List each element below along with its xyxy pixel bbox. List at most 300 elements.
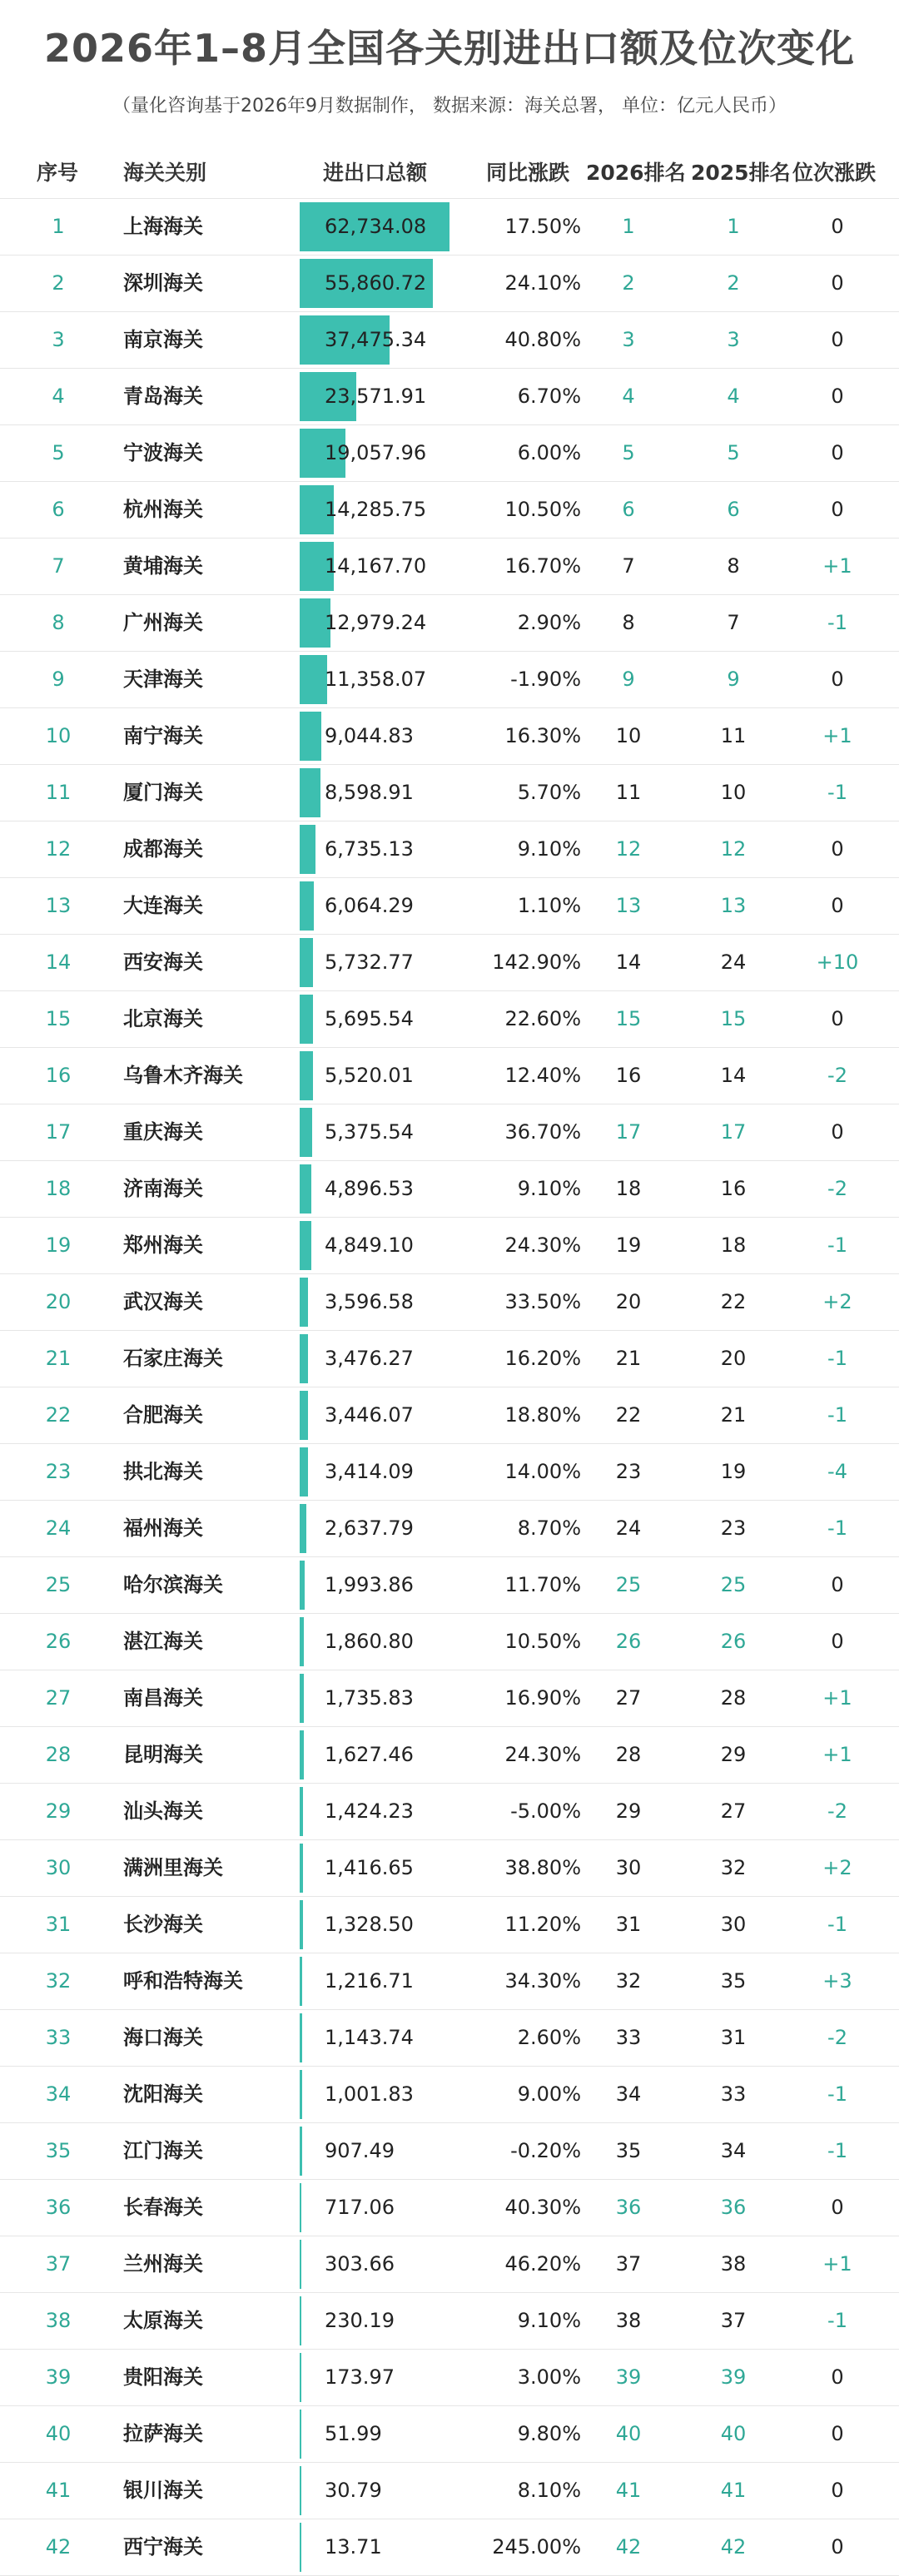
rank-2026: 3 <box>622 328 635 351</box>
row-index: 30 <box>45 1856 72 1879</box>
value-bar <box>300 768 320 817</box>
table-row <box>0 821 899 878</box>
customs-name: 青岛海关 <box>123 385 203 408</box>
trade-value: 1,001.83 <box>325 2082 414 2106</box>
customs-name: 黄埔海关 <box>123 554 203 578</box>
value-bar <box>300 2240 301 2289</box>
rank-change: +3 <box>822 1969 852 1993</box>
yoy-change: 24.10% <box>504 271 581 295</box>
trade-value: 4,896.53 <box>325 1177 414 1200</box>
table-row <box>0 2350 899 2406</box>
table-row <box>0 2406 899 2463</box>
rank-2025: 29 <box>720 1743 747 1766</box>
value-bar <box>300 2523 301 2572</box>
rank-2025: 22 <box>720 1290 747 1313</box>
table-row <box>0 1274 899 1331</box>
rank-change: 0 <box>831 1573 844 1596</box>
rank-2026: 19 <box>615 1233 642 1257</box>
row-index: 19 <box>45 1233 72 1257</box>
trade-value: 2,637.79 <box>325 1516 414 1540</box>
rank-2025: 35 <box>720 1969 747 1993</box>
row-index: 39 <box>45 2365 72 2389</box>
table-row <box>0 2519 899 2576</box>
value-bar <box>300 1674 304 1723</box>
rank-change: +2 <box>822 1856 852 1879</box>
row-index: 40 <box>45 2422 72 2445</box>
rank-2025: 1 <box>727 215 740 238</box>
row-index: 20 <box>45 1290 72 1313</box>
trade-value: 717.06 <box>325 2196 395 2219</box>
table-row <box>0 198 899 256</box>
row-index: 12 <box>45 837 72 861</box>
trade-value: 6,735.13 <box>325 837 414 861</box>
trade-value: 13.71 <box>325 2535 382 2559</box>
value-bar <box>300 1787 303 1836</box>
header-name: 海关关别 <box>123 161 207 185</box>
rank-change: -2 <box>827 1064 847 1087</box>
rank-change: -1 <box>827 611 847 634</box>
table-row <box>0 1161 899 1218</box>
customs-name: 合肥海关 <box>123 1403 203 1427</box>
row-index: 21 <box>45 1347 72 1370</box>
value-bar <box>300 2183 301 2232</box>
yoy-change: 16.20% <box>504 1347 581 1370</box>
rank-2026: 24 <box>615 1516 642 1540</box>
yoy-change: 245.00% <box>492 2535 581 2559</box>
customs-name: 长沙海关 <box>123 1913 203 1936</box>
rank-2025: 36 <box>720 2196 747 2219</box>
row-index: 3 <box>52 328 65 351</box>
table-row <box>0 765 899 821</box>
rank-2025: 38 <box>720 2252 747 2276</box>
value-bar <box>300 1108 312 1157</box>
trade-value: 8,598.91 <box>325 781 414 804</box>
table-row <box>0 878 899 935</box>
customs-table <box>0 198 899 2576</box>
customs-name: 南昌海关 <box>123 1686 203 1710</box>
header-rank2025: 2025排名 <box>691 161 791 185</box>
yoy-change: 38.80% <box>504 1856 581 1879</box>
page-subtitle: （量化咨询基于2026年9月数据制作， 数据来源：海关总署， 单位：亿元人民币） <box>112 96 787 117</box>
rank-2026: 36 <box>615 2196 642 2219</box>
customs-name: 宁波海关 <box>123 441 203 464</box>
rank-2025: 8 <box>727 554 740 578</box>
table-row <box>0 1727 899 1784</box>
customs-name: 哈尔滨海关 <box>123 1573 223 1596</box>
rank-change: 0 <box>831 2196 844 2219</box>
yoy-change: 8.10% <box>517 2479 581 2502</box>
header-rank2026: 2026排名 <box>586 161 686 185</box>
trade-value: 1,143.74 <box>325 2026 414 2049</box>
trade-value: 3,476.27 <box>325 1347 414 1370</box>
rank-change: +2 <box>822 1290 852 1313</box>
row-index: 13 <box>45 894 72 917</box>
rank-change: -1 <box>827 1403 847 1427</box>
yoy-change: 18.80% <box>504 1403 581 1427</box>
table-row <box>0 595 899 652</box>
rank-change: +10 <box>816 950 859 974</box>
trade-value: 14,167.70 <box>325 554 427 578</box>
trade-value: 5,375.54 <box>325 1120 414 1144</box>
rank-2026: 25 <box>615 1573 642 1596</box>
trade-value: 1,328.50 <box>325 1913 414 1936</box>
customs-name: 上海海关 <box>123 215 203 238</box>
rank-2025: 2 <box>727 271 740 295</box>
rank-change: 0 <box>831 328 844 351</box>
rank-2025: 39 <box>720 2365 747 2389</box>
rank-change: -2 <box>827 1177 847 1200</box>
rank-2025: 34 <box>720 2139 747 2162</box>
yoy-change: 8.70% <box>517 1516 581 1540</box>
trade-value: 1,735.83 <box>325 1686 414 1710</box>
rank-2026: 4 <box>622 385 635 408</box>
customs-name: 呼和浩特海关 <box>123 1969 243 1993</box>
rank-2025: 5 <box>727 441 740 464</box>
table-row <box>0 1501 899 1557</box>
rank-change: -1 <box>827 1516 847 1540</box>
rank-change: -1 <box>827 1913 847 1936</box>
value-bar <box>300 1051 313 1100</box>
rank-2026: 26 <box>615 1630 642 1653</box>
rank-2025: 14 <box>720 1064 747 1087</box>
row-index: 5 <box>52 441 65 464</box>
rank-2025: 10 <box>720 781 747 804</box>
customs-name: 银川海关 <box>123 2479 203 2502</box>
value-bar <box>300 1504 306 1553</box>
header-value: 进出口总额 <box>323 161 428 185</box>
customs-name: 贵阳海关 <box>123 2365 203 2389</box>
rank-2025: 13 <box>720 894 747 917</box>
rank-2026: 18 <box>615 1177 642 1200</box>
trade-value: 30.79 <box>325 2479 382 2502</box>
page-title: 2026年1–8月全国各关别进出口额及位次变化 <box>43 26 856 71</box>
customs-name: 天津海关 <box>123 668 203 691</box>
rank-2026: 30 <box>615 1856 642 1879</box>
rank-change: -1 <box>827 2309 847 2332</box>
rank-2026: 20 <box>615 1290 642 1313</box>
value-bar <box>300 825 315 874</box>
rank-change: -4 <box>827 1460 847 1483</box>
yoy-change: 10.50% <box>504 1630 581 1653</box>
value-bar <box>300 1617 304 1666</box>
yoy-change: 24.30% <box>504 1233 581 1257</box>
rank-2025: 15 <box>720 1007 747 1030</box>
customs-name: 乌鲁木齐海关 <box>123 1064 243 1087</box>
value-bar <box>300 1334 308 1383</box>
row-index: 24 <box>45 1516 72 1540</box>
value-bar <box>300 2353 301 2402</box>
customs-name: 沈阳海关 <box>123 2082 203 2106</box>
table-row <box>0 1218 899 1274</box>
row-index: 33 <box>45 2026 72 2049</box>
trade-value: 173.97 <box>325 2365 395 2389</box>
row-index: 25 <box>45 1573 72 1596</box>
yoy-change: 9.10% <box>517 837 581 861</box>
customs-name: 拱北海关 <box>123 1460 203 1483</box>
rank-2026: 35 <box>615 2139 642 2162</box>
rank-2025: 9 <box>727 668 740 691</box>
value-bar <box>300 1278 308 1327</box>
value-bar <box>300 2466 301 2515</box>
table-row <box>0 312 899 369</box>
table-row <box>0 935 899 991</box>
trade-value: 3,596.58 <box>325 1290 414 1313</box>
trade-value: 51.99 <box>325 2422 382 2445</box>
customs-name: 南宁海关 <box>123 724 203 747</box>
row-index: 2 <box>52 271 65 295</box>
yoy-change: 2.60% <box>517 2026 581 2049</box>
rank-2025: 11 <box>720 724 747 747</box>
rank-2026: 32 <box>615 1969 642 1993</box>
customs-name: 汕头海关 <box>123 1799 203 1823</box>
trade-value: 9,044.83 <box>325 724 414 747</box>
customs-name: 兰州海关 <box>123 2252 203 2276</box>
rank-2025: 37 <box>720 2309 747 2332</box>
table-row <box>0 2010 899 2067</box>
rank-2026: 6 <box>622 498 635 521</box>
trade-value: 907.49 <box>325 2139 395 2162</box>
rank-change: 0 <box>831 2535 844 2559</box>
trade-value: 1,416.65 <box>325 1856 414 1879</box>
rank-2026: 12 <box>615 837 642 861</box>
table-row <box>0 2463 899 2519</box>
yoy-change: -5.00% <box>510 1799 581 1823</box>
rank-2025: 26 <box>720 1630 747 1653</box>
yoy-change: 16.90% <box>504 1686 581 1710</box>
rank-2025: 32 <box>720 1856 747 1879</box>
customs-name: 长春海关 <box>123 2196 203 2219</box>
value-bar <box>300 1844 303 1893</box>
rank-change: +1 <box>822 554 852 578</box>
table-row <box>0 1387 899 1444</box>
rank-2025: 27 <box>720 1799 747 1823</box>
table-row <box>0 1840 899 1897</box>
rank-2026: 41 <box>615 2479 642 2502</box>
customs-name: 重庆海关 <box>123 1120 203 1144</box>
row-index: 42 <box>45 2535 72 2559</box>
table-row <box>0 1897 899 1953</box>
row-index: 29 <box>45 1799 72 1823</box>
yoy-change: 9.80% <box>517 2422 581 2445</box>
table-row <box>0 1614 899 1670</box>
row-index: 17 <box>45 1120 72 1144</box>
trade-value: 1,424.23 <box>325 1799 414 1823</box>
rank-change: +1 <box>822 724 852 747</box>
customs-name: 郑州海关 <box>123 1233 203 1257</box>
rank-2026: 5 <box>622 441 635 464</box>
customs-name: 湛江海关 <box>123 1630 203 1653</box>
rank-2026: 33 <box>615 2026 642 2049</box>
row-index: 31 <box>45 1913 72 1936</box>
value-bar <box>300 1164 311 1214</box>
value-bar <box>300 1900 303 1949</box>
rank-2025: 4 <box>727 385 740 408</box>
table-row <box>0 652 899 708</box>
table-row <box>0 539 899 595</box>
table-row <box>0 1670 899 1727</box>
table-row <box>0 1784 899 1840</box>
yoy-change: 12.40% <box>504 1064 581 1087</box>
rank-2026: 31 <box>615 1913 642 1936</box>
rank-2025: 16 <box>720 1177 747 1200</box>
rank-2026: 10 <box>615 724 642 747</box>
value-bar <box>300 712 321 761</box>
yoy-change: 22.60% <box>504 1007 581 1030</box>
customs-name: 西宁海关 <box>123 2535 203 2559</box>
table-row <box>0 1444 899 1501</box>
rank-2025: 21 <box>720 1403 747 1427</box>
customs-name: 厦门海关 <box>123 781 203 804</box>
table-row <box>0 1331 899 1387</box>
rank-2026: 17 <box>615 1120 642 1144</box>
row-index: 38 <box>45 2309 72 2332</box>
row-index: 10 <box>45 724 72 747</box>
rank-2026: 42 <box>615 2535 642 2559</box>
rank-2026: 37 <box>615 2252 642 2276</box>
yoy-change: 11.20% <box>504 1913 581 1936</box>
table-row <box>0 2236 899 2293</box>
table-row <box>0 425 899 482</box>
yoy-change: 46.20% <box>504 2252 581 2276</box>
rank-2025: 18 <box>720 1233 747 1257</box>
trade-value: 5,732.77 <box>325 950 414 974</box>
customs-name: 杭州海关 <box>123 498 203 521</box>
rank-change: +1 <box>822 1743 852 1766</box>
yoy-change: 10.50% <box>504 498 581 521</box>
rank-change: 0 <box>831 441 844 464</box>
value-bar <box>300 881 314 931</box>
customs-name: 北京海关 <box>123 1007 203 1030</box>
rank-change: 0 <box>831 271 844 295</box>
rank-2026: 9 <box>622 668 635 691</box>
value-bar <box>300 2410 301 2459</box>
rank-2025: 30 <box>720 1913 747 1936</box>
table-row <box>0 1557 899 1614</box>
customs-name: 昆明海关 <box>123 1743 203 1766</box>
table-row <box>0 256 899 312</box>
rank-2026: 11 <box>615 781 642 804</box>
row-index: 18 <box>45 1177 72 1200</box>
trade-value: 6,064.29 <box>325 894 414 917</box>
rank-2025: 41 <box>720 2479 747 2502</box>
trade-value: 5,520.01 <box>325 1064 414 1087</box>
rank-change: -1 <box>827 2082 847 2106</box>
trade-value: 1,216.71 <box>325 1969 414 1993</box>
yoy-change: 34.30% <box>504 1969 581 1993</box>
rank-2026: 39 <box>615 2365 642 2389</box>
rank-change: -1 <box>827 1347 847 1370</box>
rank-2025: 24 <box>720 950 747 974</box>
trade-value: 12,979.24 <box>325 611 427 634</box>
rank-2026: 38 <box>615 2309 642 2332</box>
yoy-change: 5.70% <box>517 781 581 804</box>
row-index: 4 <box>52 385 65 408</box>
row-index: 34 <box>45 2082 72 2106</box>
value-bar <box>300 1957 302 2006</box>
row-index: 8 <box>52 611 65 634</box>
header-yoy: 同比涨跌 <box>486 161 570 185</box>
customs-name: 济南海关 <box>123 1177 203 1200</box>
rank-2026: 7 <box>622 554 635 578</box>
rank-change: -1 <box>827 2139 847 2162</box>
rank-2026: 23 <box>615 1460 642 1483</box>
row-index: 28 <box>45 1743 72 1766</box>
customs-name: 西安海关 <box>123 950 203 974</box>
row-index: 16 <box>45 1064 72 1087</box>
table-row <box>0 991 899 1048</box>
yoy-change: 40.80% <box>504 328 581 351</box>
value-bar <box>300 1730 304 1779</box>
rank-2025: 3 <box>727 328 740 351</box>
rank-2025: 20 <box>720 1347 747 1370</box>
table-row <box>0 708 899 765</box>
row-index: 32 <box>45 1969 72 1993</box>
trade-value: 1,993.86 <box>325 1573 414 1596</box>
table-row <box>0 1953 899 2010</box>
trade-value: 5,695.54 <box>325 1007 414 1030</box>
trade-value: 1,860.80 <box>325 1630 414 1653</box>
row-index: 36 <box>45 2196 72 2219</box>
rank-2026: 1 <box>622 215 635 238</box>
table-row <box>0 2067 899 2123</box>
rank-change: -1 <box>827 781 847 804</box>
rank-change: -2 <box>827 1799 847 1823</box>
yoy-change: 16.30% <box>504 724 581 747</box>
trade-value: 55,860.72 <box>325 271 427 295</box>
row-index: 22 <box>45 1403 72 1427</box>
row-index: 41 <box>45 2479 72 2502</box>
rank-change: 0 <box>831 2365 844 2389</box>
table-row <box>0 2123 899 2180</box>
rank-2026: 34 <box>615 2082 642 2106</box>
row-index: 7 <box>52 554 65 578</box>
trade-value: 19,057.96 <box>325 441 427 464</box>
row-index: 27 <box>45 1686 72 1710</box>
rank-2025: 17 <box>720 1120 747 1144</box>
rank-2025: 40 <box>720 2422 747 2445</box>
trade-value: 62,734.08 <box>325 215 427 238</box>
yoy-change: 17.50% <box>504 215 581 238</box>
trade-value: 37,475.34 <box>325 328 427 351</box>
row-index: 37 <box>45 2252 72 2276</box>
yoy-change: 24.30% <box>504 1743 581 1766</box>
rank-change: 0 <box>831 894 844 917</box>
row-index: 35 <box>45 2139 72 2162</box>
rank-2026: 27 <box>615 1686 642 1710</box>
rank-2026: 16 <box>615 1064 642 1087</box>
table-row <box>0 1048 899 1104</box>
rank-2025: 25 <box>720 1573 747 1596</box>
rank-2025: 23 <box>720 1516 747 1540</box>
rank-change: -1 <box>827 1233 847 1257</box>
header-change: 位次涨跌 <box>792 161 877 185</box>
rank-2025: 28 <box>720 1686 747 1710</box>
rank-change: +1 <box>822 2252 852 2276</box>
trade-value: 4,849.10 <box>325 1233 414 1257</box>
trade-value: 14,285.75 <box>325 498 427 521</box>
rank-change: 0 <box>831 2422 844 2445</box>
customs-name: 满洲里海关 <box>123 1856 223 1879</box>
rank-2025: 12 <box>720 837 747 861</box>
rank-change: +1 <box>822 1686 852 1710</box>
rank-change: 0 <box>831 668 844 691</box>
yoy-change: 33.50% <box>504 1290 581 1313</box>
customs-name: 福州海关 <box>123 1516 203 1540</box>
value-bar <box>300 1391 308 1440</box>
customs-name: 武汉海关 <box>123 1290 203 1313</box>
table-row <box>0 2293 899 2350</box>
value-bar <box>300 2070 302 2119</box>
